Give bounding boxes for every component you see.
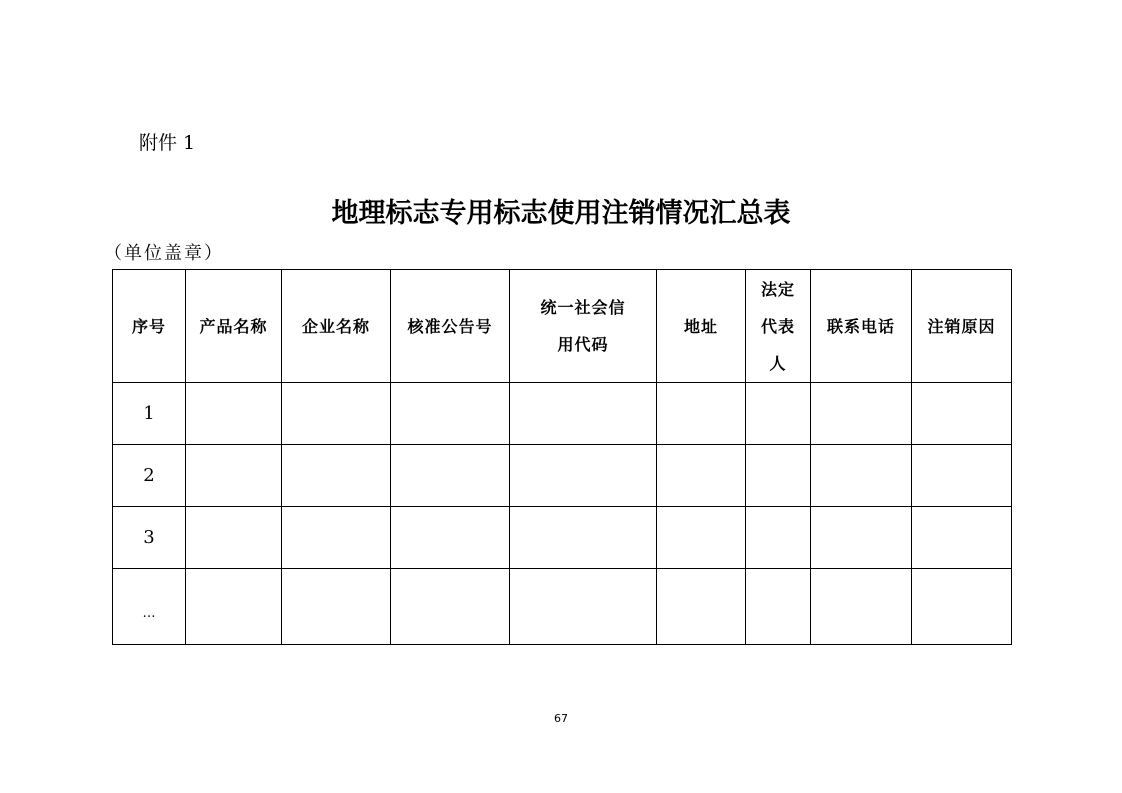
legal-rep-cell xyxy=(746,569,811,645)
phone-cell xyxy=(811,445,912,507)
unit-seal-note: （单位盖章） xyxy=(104,243,224,264)
table-row xyxy=(113,569,1012,645)
address-cell xyxy=(657,445,746,507)
approval-number-cell xyxy=(391,569,510,645)
table-row xyxy=(113,383,1012,445)
row-index-cell: 2 xyxy=(113,445,186,507)
header-address: 地址 xyxy=(657,270,746,383)
address-cell xyxy=(657,383,746,445)
credit-code-cell xyxy=(510,445,657,507)
address-cell xyxy=(657,569,746,645)
header-legal-rep-text: 法定代表人 xyxy=(760,279,795,373)
approval-number-cell xyxy=(391,507,510,569)
header-index: 序号 xyxy=(113,270,186,383)
header-legal-rep xyxy=(746,270,811,383)
cancellation-summary-table xyxy=(112,269,1012,645)
page-number: 67 xyxy=(554,712,568,725)
table-row xyxy=(113,507,1012,569)
credit-code-cell xyxy=(510,569,657,645)
reason-cell xyxy=(912,445,1012,507)
row-index-cell: 1 xyxy=(113,383,186,445)
product-name-cell xyxy=(186,569,282,645)
legal-rep-cell xyxy=(746,383,811,445)
header-reason: 注销原因 xyxy=(912,270,1012,383)
approval-number-cell xyxy=(391,445,510,507)
header-credit-code-text: 统一社会信用代码 xyxy=(540,298,626,354)
row-index-cell: 3 xyxy=(113,507,186,569)
product-name-cell xyxy=(186,445,282,507)
table-row xyxy=(113,445,1012,507)
approval-number-cell xyxy=(391,383,510,445)
phone-cell xyxy=(811,383,912,445)
header-company-name: 企业名称 xyxy=(282,270,391,383)
credit-code-cell xyxy=(510,383,657,445)
company-name-cell xyxy=(282,507,391,569)
reason-cell xyxy=(912,383,1012,445)
header-credit-code xyxy=(510,270,657,383)
product-name-cell xyxy=(186,507,282,569)
company-name-cell xyxy=(282,569,391,645)
row-index-cell: … xyxy=(113,569,186,645)
company-name-cell xyxy=(282,445,391,507)
legal-rep-cell xyxy=(746,445,811,507)
header-approval-number: 核准公告号 xyxy=(391,270,510,383)
address-cell xyxy=(657,507,746,569)
header-product-name: 产品名称 xyxy=(186,270,282,383)
company-name-cell xyxy=(282,383,391,445)
product-name-cell xyxy=(186,383,282,445)
phone-cell xyxy=(811,507,912,569)
attachment-label: 附件 1 xyxy=(139,132,196,154)
credit-code-cell xyxy=(510,507,657,569)
document-title: 地理标志专用标志使用注销情况汇总表 xyxy=(331,198,791,229)
header-phone: 联系电话 xyxy=(811,270,912,383)
legal-rep-cell xyxy=(746,507,811,569)
phone-cell xyxy=(811,569,912,645)
reason-cell xyxy=(912,569,1012,645)
table-header-row xyxy=(113,270,1012,383)
reason-cell xyxy=(912,507,1012,569)
